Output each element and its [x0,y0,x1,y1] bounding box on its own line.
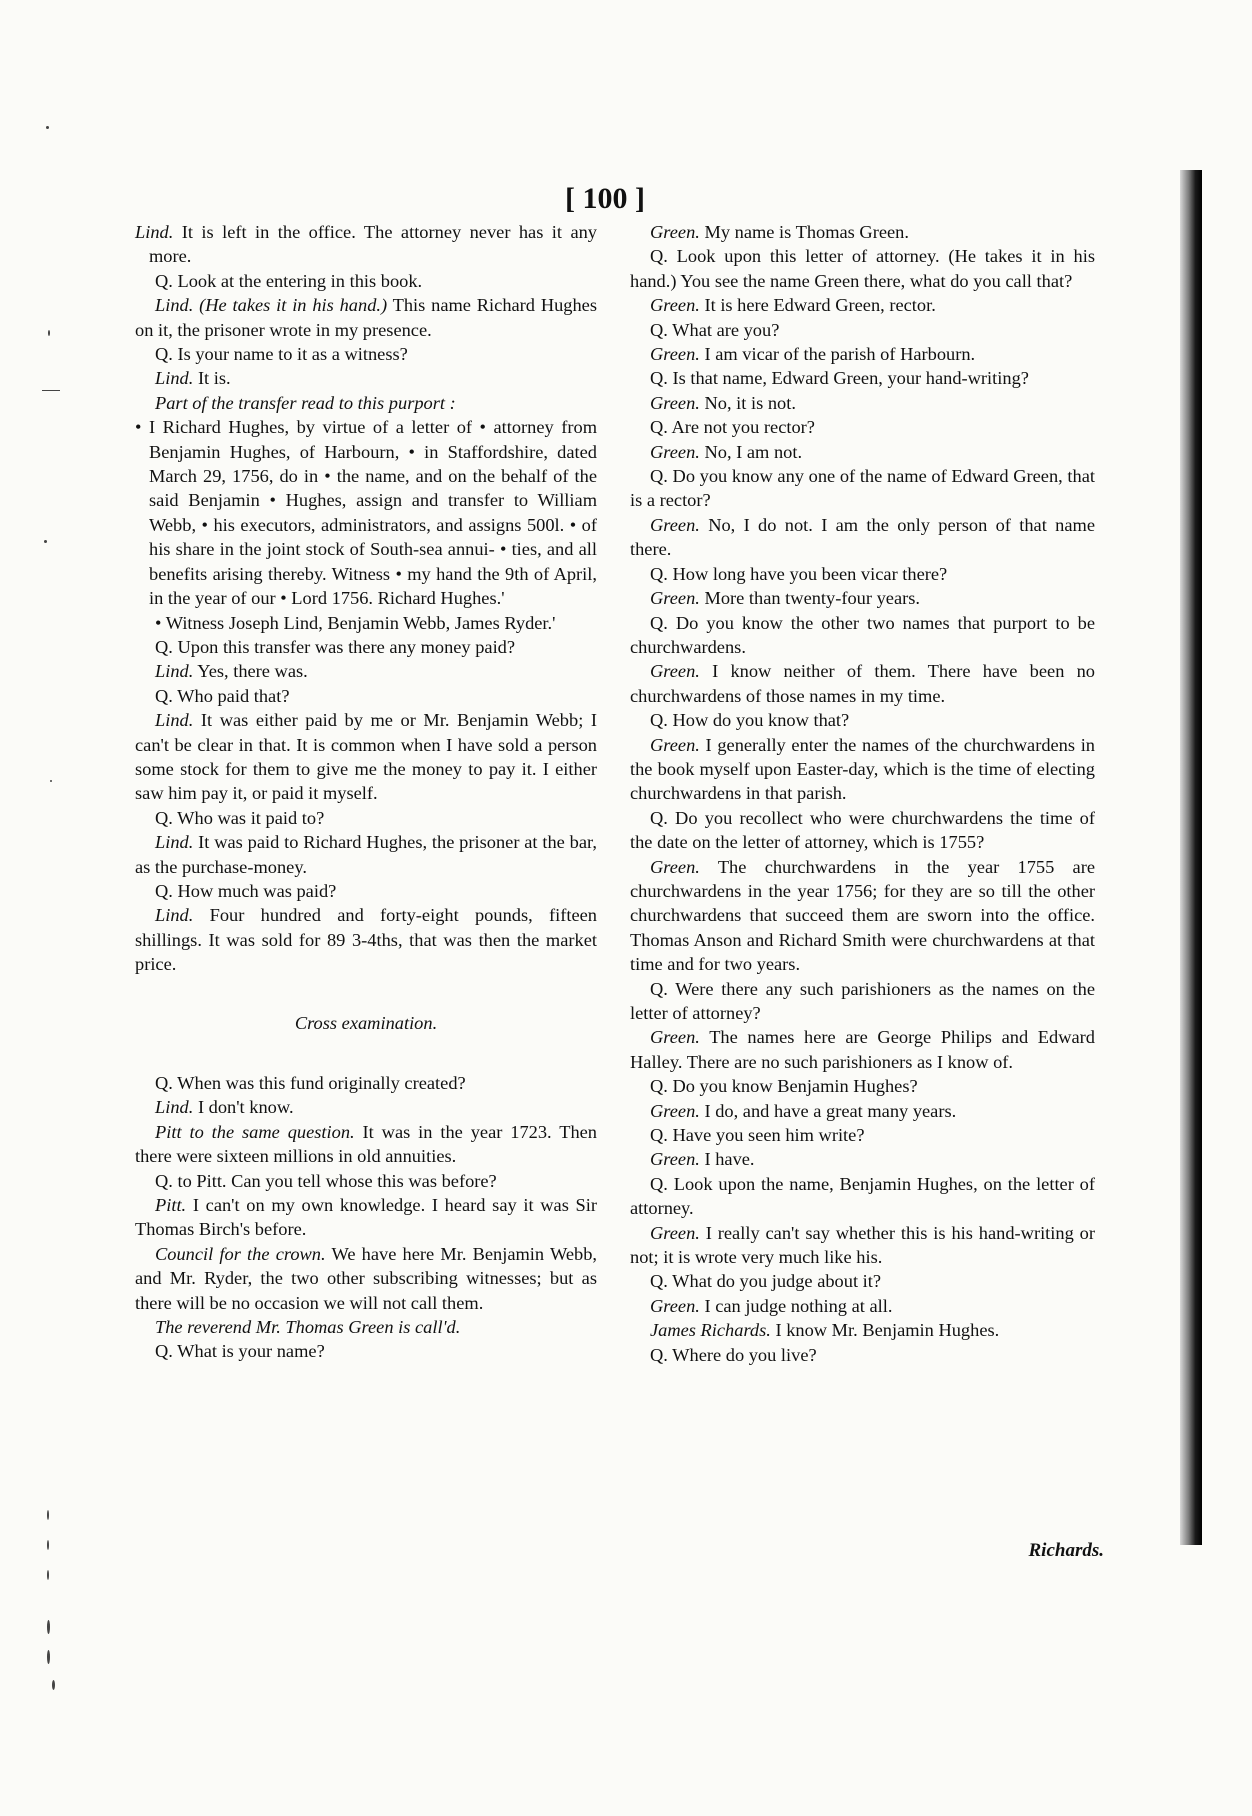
testimony-paragraph [630,1318,1095,1342]
paragraph-text: I know neither of them. There have been no churchwardens of those names in my time. [630,661,1095,706]
paragraph-text: Q. Is that name, Edward Green, your hand-writing? [650,368,1029,389]
paragraph-text: I can't on my own knowledge. I heard say it was Sir Thomas Birch's before. [135,1195,597,1240]
speaker-label: Green. [650,1149,700,1170]
paragraph-text: I have. [704,1149,755,1170]
right-column [630,220,1095,1367]
testimony-paragraph [630,1343,1095,1367]
paragraph-text: My name is Thomas Green. [704,222,909,242]
speaker-label: Lind. (He takes it in his hand.) [155,295,388,316]
testimony-paragraph [630,293,1095,317]
testimony-paragraph [630,1123,1095,1147]
cross-examination-heading: Cross examination. [294,1012,438,1033]
speaker-label: Green. [650,392,700,413]
speaker-label: Lind. [155,368,194,389]
testimony-paragraph [630,1147,1095,1171]
speaker-label: Green. [650,734,700,755]
paragraph-text: I don't know. [197,1097,294,1118]
testimony-paragraph [630,1294,1095,1318]
paragraph-text: • Witness Joseph Lind, Benjamin Webb, James Ryder.' [155,612,556,633]
paragraph-text: Q. Do you know the other two names that purport to be churchwardens. [630,612,1095,657]
paragraph-text: It is left in the office. The attorney never has it any more. [149,222,597,267]
page-number: [ 100 ] [565,182,645,215]
paragraph-text: Q. Look upon the name, Benjamin Hughes, on the letter of attorney. [630,1173,1095,1219]
testimony-paragraph [135,684,597,708]
paragraph-text: More than twenty-four years. [704,588,920,609]
paragraph-text: Q. Were there any such parishioners as the names on the letter of attorney? [630,978,1095,1023]
paragraph-text: I can judge nothing at all. [704,1295,893,1316]
speaker-label: Council for the crown. [155,1243,326,1264]
paragraph-text: Q. Who was it paid to? [155,807,325,828]
paragraph-text: This name Richard Hughes on it, the prisoner wrote in my presence. [135,295,598,340]
paragraph-text: Q. Have you seen him write? [650,1125,865,1146]
paragraph-text: I know Mr. Benjamin Hughes. [775,1320,1000,1341]
testimony-paragraph [630,708,1095,732]
speaker-label: Green. [650,222,700,242]
testimony-paragraph [135,708,597,806]
testimony-paragraph [630,562,1095,586]
speaker-label: Green. [650,588,700,609]
paragraph-text: Q. Look at the entering in this book. [155,270,423,291]
paragraph-text: Q. Is your name to it as a witness? [155,344,408,365]
paragraph-text: Q. How long have you been vicar there? [650,563,948,584]
testimony-paragraph [135,391,597,415]
testimony-paragraph [135,1315,597,1339]
testimony-paragraph [135,879,597,903]
paragraph-text: Q. Look upon this letter of attorney. (He takes it in his hand.) You see the name Green there, what do you call that? [630,246,1095,291]
testimony-paragraph [630,220,1095,244]
paragraph-text: It was in the year 1723. Then there were sixteen millions in old annuities. [135,1121,597,1167]
paragraph-text: I do, and have a great many years. [704,1100,957,1121]
testimony-paragraph [630,1074,1095,1098]
speaker-label: Green. [650,295,700,316]
testimony-paragraph [135,366,597,390]
catchword: Richards. [1028,1540,1104,1561]
paragraph-text: I really can't say whether this is his hand-writing or not; it is wrote very much like his. [630,1222,1095,1268]
speaker-label: Lind. [155,1097,194,1118]
testimony-paragraph [135,635,597,659]
testimony-paragraph [630,1172,1095,1221]
paragraph-text: The names here are George Philips and Edward Halley. There are no such parishioners as I know of. [630,1027,1095,1072]
paragraph-text: It was paid to Richard Hughes, the prisoner at the bar, as the purchase-money. [135,832,597,877]
paragraph-text: Q. When was this fund originally created? [155,1073,466,1093]
speaker-label: Green. [650,1027,700,1048]
speaker-label: Part of the transfer read to this purport : [155,392,456,413]
speaker-label: Pitt. [155,1195,187,1216]
paragraph-text: No, I do not. I am the only person of that name there. [630,514,1095,560]
speaker-label: Lind. [155,905,194,926]
paragraph-text: Four hundred and forty-eight pounds, fifteen shillings. It was sold for 89 3-4ths, that was then the market price. [135,905,597,975]
testimony-paragraph [630,1025,1095,1074]
paragraph-text: I generally enter the names of the churchwardens in the book myself upon Easter-day, which is the time of electing churchwardens in that parish. [630,734,1095,804]
speaker-label: Green. [650,1100,700,1121]
paragraph-text: It is here Edward Green, rector. [704,295,936,316]
testimony-paragraph [630,1269,1095,1293]
paragraph-text: Q. to Pitt. Can you tell whose this was before? [155,1170,497,1191]
testimony-paragraph [630,342,1095,366]
testimony-paragraph [135,269,597,293]
speaker-label: Green. [650,661,700,682]
testimony-paragraph [630,586,1095,610]
testimony-paragraph [630,415,1095,439]
testimony-paragraph [135,1193,597,1242]
paragraph-text: Q. Upon this transfer was there any money paid? [155,636,516,657]
paragraph-text: • I Richard Hughes, by virtue of a letter of • attorney from Benjamin Hughes, of Harbourn, • in Staffordshire, dated March 29, 1756, do in • the name, and on the behalf of the said Benjamin • Hughes, assign and transfer to William Webb, • his executors, administrators, and assigns 500l. • of his share in the joint stock of South-sea annui- • ties, and all benefits arising thereby. Witness • my hand the 9th of April, in the year of our • Lord 1756. Richard Hughes.' [135,417,597,609]
testimony-paragraph [630,391,1095,415]
paragraph-text: Q. Do you know Benjamin Hughes? [650,1076,918,1097]
testimony-paragraph [630,1099,1095,1123]
speaker-label: Green. [650,856,700,877]
testimony-paragraph [630,611,1095,660]
testimony-paragraph [135,415,597,610]
testimony-paragraph [630,464,1095,513]
testimony-paragraph [135,659,597,683]
testimony-paragraph [630,659,1095,708]
speaker-label: Green. [650,344,700,365]
testimony-paragraph [135,903,597,976]
paragraph-text: It was either paid by me or Mr. Benjamin Webb; I can't be clear in that. It is common when I have sold a person some stock for them to give me the money to pay it. I either saw him pay it, or paid it myself. [135,710,597,804]
testimony-paragraph [630,440,1095,464]
paragraph-text: Yes, there was. [197,661,308,682]
speaker-label: Lind. [155,661,194,682]
paragraph-text: Q. Do you know any one of the name of Edward Green, that is a rector? [630,466,1095,511]
speaker-label: Green. [650,1222,700,1243]
paragraph-text: Q. Where do you live? [650,1344,817,1365]
paragraph-text: Q. How much was paid? [155,880,337,901]
testimony-paragraph [135,1095,597,1119]
speaker-label: The reverend Mr. Thomas Green is call'd. [155,1317,461,1338]
binding-shadow [1180,170,1202,1545]
testimony-paragraph [630,318,1095,342]
paragraph-text: I am vicar of the parish of Harbourn. [704,344,976,365]
paragraph-text: It is. [197,368,231,389]
testimony-paragraph [135,806,597,830]
testimony-paragraph [135,1242,597,1315]
paragraph-text: Q. Are not you rector? [650,417,815,438]
testimony-paragraph [630,1221,1095,1270]
paragraph-text: Q. Do you recollect who were churchwardens the time of the date on the letter of attorney, which is 1755? [630,807,1095,853]
speaker-label: Green. [650,1295,700,1316]
left-column [135,220,597,1364]
testimony-paragraph [630,366,1095,390]
paragraph-text: Q. How do you know that? [650,710,850,731]
paragraph-text: Q. What do you judge about it? [650,1271,882,1292]
speaker-label: Lind. [155,710,194,731]
paragraph-text: Q. Who paid that? [155,685,290,706]
paragraph-text: No, it is not. [704,392,796,413]
testimony-paragraph [135,830,597,879]
speaker-label: Green. [650,441,700,462]
paragraph-text: The churchwardens in the year 1755 are churchwardens in the year 1756; for they are so till the other churchwardens that succeed them are sworn into the office. Thomas Anson and Richard Smith were churchwardens at that time and for two years. [630,856,1096,975]
margin-specks [38,120,68,1720]
testimony-paragraph [630,244,1095,293]
testimony-paragraph [135,1071,597,1095]
paragraph-text: We have here Mr. Benjamin Webb, and Mr. Ryder, the two other subscribing witnesses; but as there will be no occasion we will not call them. [135,1243,597,1313]
testimony-paragraph [135,1169,597,1193]
speaker-label: James Richards. [650,1320,771,1341]
speaker-label: Pitt to the same question. [155,1121,355,1142]
testimony-paragraph [135,293,597,342]
testimony-paragraph [135,1120,597,1169]
testimony-paragraph [135,611,597,635]
testimony-paragraph [135,342,597,366]
testimony-paragraph [135,220,597,269]
testimony-paragraph [135,1339,597,1363]
speaker-label: Green. [650,514,700,535]
paragraph-text: No, I am not. [704,441,803,462]
speaker-label: Lind. [155,832,194,853]
speaker-label: Lind. [135,222,174,242]
testimony-paragraph [630,977,1095,1026]
testimony-paragraph [630,806,1095,855]
testimony-paragraph [630,855,1095,977]
paragraph-text: Q. What are you? [650,319,780,340]
testimony-paragraph [630,733,1095,806]
testimony-paragraph [630,513,1095,562]
paragraph-text: Q. What is your name? [155,1341,325,1362]
